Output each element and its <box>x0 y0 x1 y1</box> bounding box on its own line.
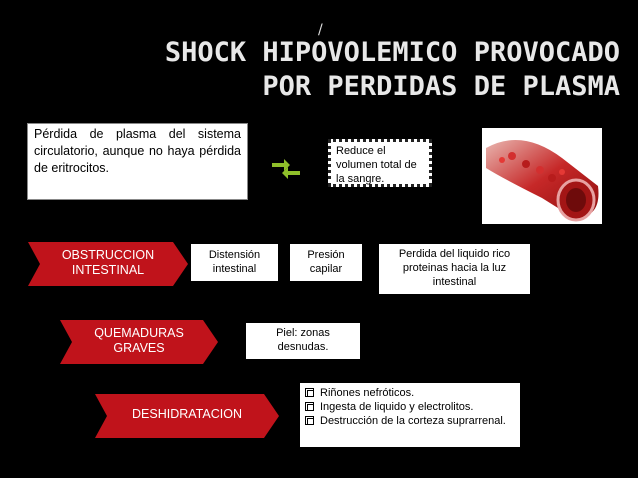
title-line-2: POR PERDIDAS DE PLASMA <box>262 71 620 102</box>
checkbox-bullet-icon <box>305 416 314 425</box>
detail-intake: Ingesta de liquido y electrolitos. <box>305 400 515 414</box>
definition-box: Pérdida de plasma del sistema circulatorio, aunque no haya pérdida de eritrocitos. <box>27 123 248 200</box>
checkbox-bullet-icon <box>305 402 314 411</box>
detail-adrenal: Destrucción de la corteza suprarrenal. <box>305 414 515 428</box>
title-line-1: SHOCK HIPOVOLEMICO PROVOCADO <box>164 37 620 68</box>
title-mark: / <box>318 22 323 38</box>
detail-kidney: Riñones nefróticos. <box>305 386 515 400</box>
cause-label-burns: QUEMADURAS GRAVES <box>94 326 184 355</box>
detail-pressure: Presión capilar <box>290 244 362 281</box>
cause-label-dehydration: DESHIDRATACION <box>132 407 242 421</box>
exchange-arrows-icon <box>270 157 302 179</box>
detail-distension: Distensión intestinal <box>191 244 278 281</box>
cause-label-obstruction: OBSTRUCCION INTESTINAL <box>61 248 155 277</box>
checkbox-bullet-icon <box>305 388 314 397</box>
dehydration-details <box>300 383 520 447</box>
effect-box: Reduce el volumen total de la sangre. <box>328 139 432 187</box>
slide-title <box>60 36 620 104</box>
detail-protein-loss: Perdida del liquido rico proteinas hacia la luz intestinal <box>379 244 530 294</box>
blood-vessel-illustration <box>482 128 602 224</box>
detail-skin: Piel: zonas desnudas. <box>246 323 360 359</box>
